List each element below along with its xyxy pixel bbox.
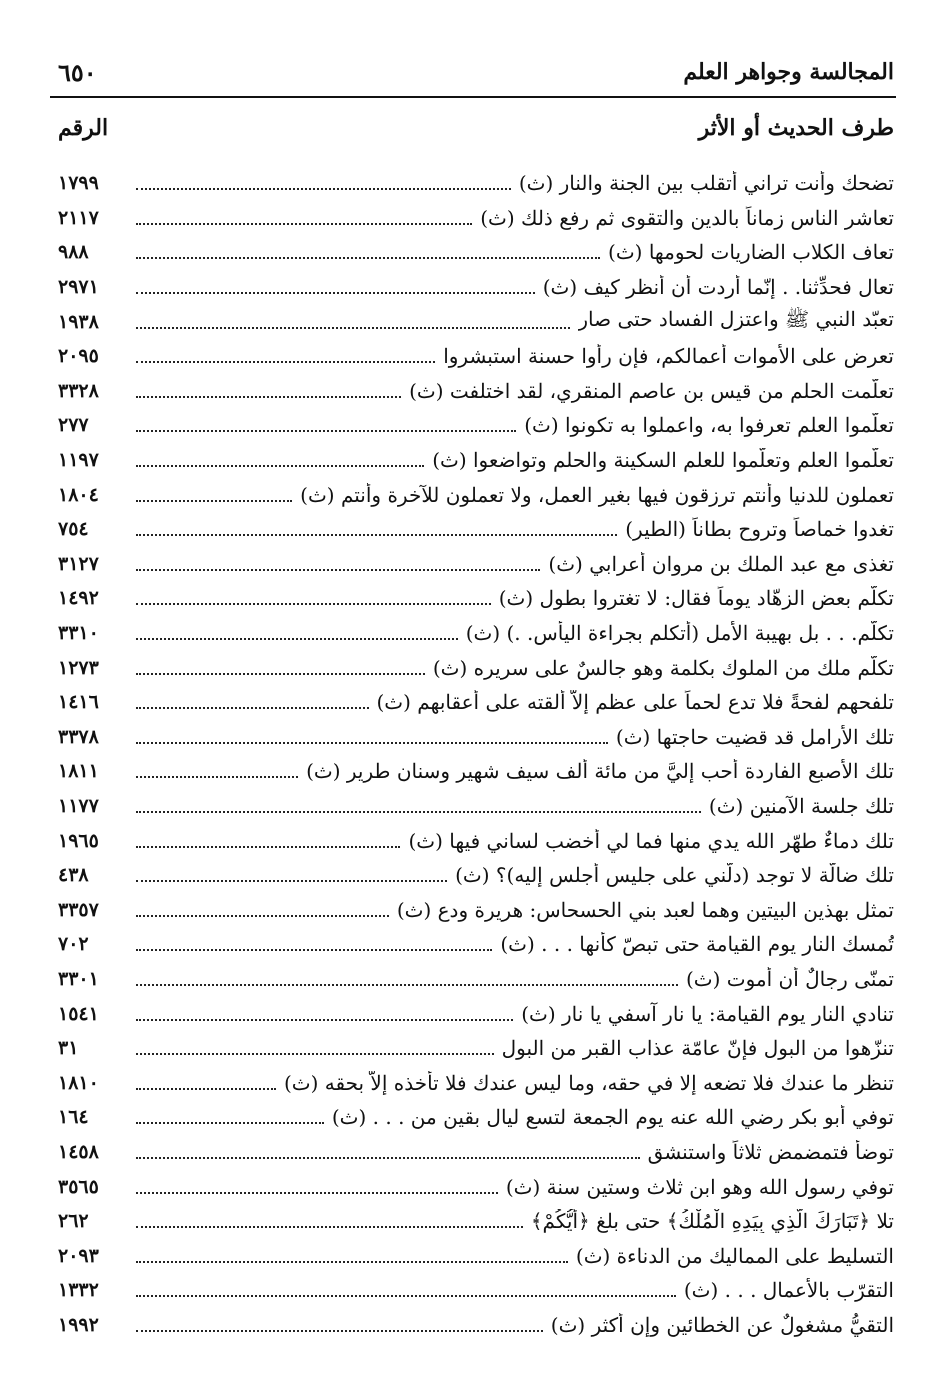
dot-leader [136,707,369,709]
page-number: ٦٥٠ [58,57,97,87]
dot-leader [136,1330,543,1332]
entry-number: ١٦٤ [58,1106,89,1129]
entry-text: تعاشر الناس زماناً بالدين والتقوى ثم رفع ذلك (ث) [480,205,894,230]
index-entry [58,616,894,651]
entry-number: ٧٠٢ [58,933,89,956]
entry-text: تضحك وأنت تراني أتقلب بين الجنة والنار (ث) [518,171,894,196]
index-entry [58,201,894,236]
entry-number: ١٧٩٩ [58,172,99,195]
entry-number: ٢٩٧١ [58,276,99,299]
index-entry [58,720,894,755]
index-entry [58,443,894,478]
entry-text: تعاف الكلاب الضاريات لحومها (ث) [608,240,894,265]
index-entry [58,650,894,685]
index-entry [58,892,894,927]
entry-text: تعرض على الأموات أعمالكم، فإن رأوا حسنة استبشروا [443,344,894,369]
dot-leader [136,569,540,571]
dot-leader [136,465,424,467]
running-head [58,52,894,92]
index-entry [58,754,894,789]
book-title: المجالسة وجواهر العلم [683,59,894,85]
dot-leader [136,949,492,951]
entry-text: تلك جلسة الآمنين (ث) [708,793,894,818]
dot-leader [136,361,435,363]
entry-number: ٣٣١٠ [58,622,99,645]
index-entry [58,512,894,547]
entry-number: ١٩٦٥ [58,829,99,852]
entry-text: تعبّد النبي ﷺ واعتزل الفساد حتى صار [578,307,894,332]
entry-text: توضأ فتمضمض ثلاثاً واستنشق [647,1139,894,1164]
dot-leader [136,1122,324,1124]
entry-text: تلك الأصبع الفاردة أحب إليَّ من مائة ألف سيف شهير وسنان طرير (ث) [306,759,894,784]
entry-text: تلا ﴿تَبَارَكَ الَّذِي بِيَدِهِ الْمُلْكُ﴾ حتى بلغ ﴿أَيُّكُمْ﴾ [530,1209,894,1234]
dot-leader [136,1088,276,1090]
entry-number: ٣٥٦٥ [58,1175,99,1198]
dot-leader [136,638,458,640]
index-entry [58,547,894,582]
entry-number: ٩٨٨ [58,241,89,264]
entry-number: ١٨٠٤ [58,483,99,506]
entry-number: ١٣٣٢ [58,1279,99,1302]
index-entry [58,270,894,305]
entry-number: ٣١٢٧ [58,552,99,575]
entry-text: تلك ضالّة لا توجد (دلّني على جليسٍ أجلس إليه)؟ (ث) [455,863,894,888]
entry-number: ٤٣٨ [58,864,89,887]
dot-leader [136,292,535,294]
dot-leader [136,915,389,917]
column-header-text: طرف الحديث أو الأثر [698,115,894,141]
entry-text: توفي رسول الله وهو ابن ثلاث وستين سنة (ث) [505,1174,894,1199]
dot-leader [136,1226,523,1228]
entry-number: ٢١١٧ [58,206,99,229]
index-entry [58,1065,894,1100]
index-entry [58,1238,894,1273]
dot-leader [136,1295,676,1297]
dot-leader [136,846,400,848]
index-entry [58,1169,894,1204]
index-entry [58,962,894,997]
entry-number: ٣٣٥٧ [58,898,99,921]
dot-leader [136,1053,494,1055]
dot-leader [136,673,425,675]
entry-number: ٧٥٤ [58,518,89,541]
entry-text: تكلّم. . . بل بهيبة الأمل (أتكلم بجراءة اليأس. .) (ث) [465,621,894,646]
index-entry [58,823,894,858]
index-entry [58,1135,894,1170]
entry-text: تُمسك النار يوم القيامة حتى تبصّ كأنها . . . (ث) [500,932,894,957]
entry-text: تعملون للدنيا وأنتم ترزقون فيها بغير العمل، ولا تعملون للآخرة وأنتم (ث) [300,482,894,507]
entry-number: ٢٠٩٣ [58,1244,99,1267]
dot-leader [136,257,600,259]
dot-leader [136,880,447,882]
index-entry [58,1273,894,1308]
dot-leader [136,396,401,398]
entry-number: ١٥٤١ [58,1002,99,1025]
index-entry [58,304,894,339]
entry-text: تنادي النار يوم القيامة: يا نار آسفي يا نار (ث) [521,1001,894,1026]
index-entry [58,581,894,616]
column-headers [58,112,894,144]
index-entry [58,339,894,374]
dot-leader [136,811,701,813]
entry-text: تعلّموا العلم وتعلّموا للعلم السكينة والحلم وتواضعوا (ث) [432,448,894,473]
entry-number: ١٩٣٨ [58,310,99,333]
entry-number: ٢٧٧ [58,414,89,437]
entry-number: ٢٠٩٥ [58,345,99,368]
index-entry [58,927,894,962]
index-entry [58,1031,894,1066]
entry-number: ٣٣٧٨ [58,725,99,748]
dot-leader [136,984,678,986]
dot-leader [136,776,298,778]
dot-leader [136,327,570,329]
dot-leader [136,430,516,432]
entry-text: تمثل بهذين البيتين وهما لعبد بني الحسحاس: هريرة ودع (ث) [396,897,894,922]
index-entry [58,789,894,824]
entry-text: تغذى مع عبد الملك بن مروان أعرابي (ث) [548,551,894,576]
entry-text: تلك دماءٌ طهّر الله يدي منها فما لي أخضب لساني فيها (ث) [408,828,894,853]
entry-number: ٣٣٢٨ [58,379,99,402]
entry-text: التسليط على المماليك من الدناءة (ث) [575,1243,894,1268]
entry-text: توفي أبو بكر رضي الله عنه يوم الجمعة لتسع ليال بقين من . . . (ث) [331,1105,894,1130]
entry-number: ١٢٧٣ [58,656,99,679]
column-header-number: الرقم [58,115,109,141]
index-entry [58,166,894,201]
dot-leader [136,1261,568,1263]
dot-leader [136,1157,640,1159]
entry-text: تلك الأرامل قد قضيت حاجتها (ث) [615,724,894,749]
entry-text: تعال فحدِّثنا. . إنّما أردت أن أنظر كيف (ث) [542,275,894,300]
entry-text: التقيُّ مشغولٌ عن الخطائين وإن أكثر (ث) [550,1312,894,1337]
index-entry [58,858,894,893]
index-list [58,166,894,1342]
entry-number: ١٨١١ [58,760,99,783]
entry-number: ١١٩٧ [58,449,99,472]
dot-leader [136,742,608,744]
index-entry [58,477,894,512]
entry-number: ٢٦٢ [58,1210,89,1233]
dot-leader [136,1019,513,1021]
entry-number: ٣٣٠١ [58,967,99,990]
entry-number: ١٩٩٢ [58,1313,99,1336]
entry-text: تنظر ما عندك فلا تضعه إلا في حقه، وما ليس عندك فلا تأخذه إلاّ بحقه (ث) [283,1070,894,1095]
entry-number: ١٨١٠ [58,1071,99,1094]
dot-leader [136,534,617,536]
index-entry [58,1100,894,1135]
index-entry [58,996,894,1031]
entry-text: تنزّهوا من البول فإنّ عامّة عذاب القبر من البول [501,1036,894,1061]
dot-leader [136,500,292,502]
entry-text: تكلّم ملك من الملوك بكلمة وهو جالسٌ على سريره (ث) [432,655,894,680]
dot-leader [136,1192,498,1194]
entry-text: تكلّم بعض الزهّاد يوماً فقال: لا تغتروا بطول (ث) [498,586,894,611]
entry-text: التقرّب بالأعمال . . . (ث) [683,1278,894,1303]
entry-number: ١٤١٦ [58,691,99,714]
entry-text: تمنّى رجالٌ أن أموت (ث) [685,966,894,991]
entry-number: ١٤٥٨ [58,1140,99,1163]
entry-text: تلفحهم لفحةً فلا تدع لحماً على عظم إلاّ ألقته على أعقابهم (ث) [376,690,894,715]
entry-text: تعلّموا العلم تعرفوا به، واعملوا به تكونوا (ث) [524,413,894,438]
entry-text: تغدوا خماصاً وتروح بطاناً (الطير) [625,517,894,542]
entry-text: تعلّمت الحلم من قيس بن عاصم المنقري، لقد اختلفت (ث) [409,378,894,403]
dot-leader [136,188,511,190]
entry-number: ١١٧٧ [58,794,99,817]
index-entry [58,235,894,270]
dot-leader [136,603,491,605]
index-entry [58,374,894,409]
entry-number: ٣١ [58,1037,79,1060]
header-rule [50,96,896,98]
index-entry [58,1308,894,1343]
entry-number: ١٤٩٢ [58,587,99,610]
index-entry [58,408,894,443]
index-entry [58,1204,894,1239]
index-entry [58,685,894,720]
dot-leader [136,223,472,225]
